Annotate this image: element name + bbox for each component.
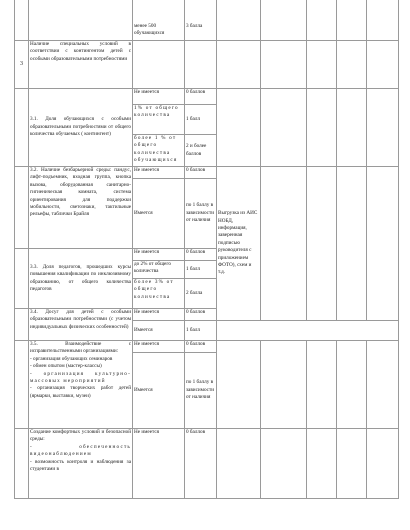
table-row [15,167,399,179]
criterion-text [29,429,133,499]
list-item: - организация культурно-массовых мероприятий [30,370,131,385]
criterion-value: Не имеется [133,429,185,499]
criterion-value: Не имеется [133,167,185,179]
list-item: - обеспеченность видеонаблюдением [30,443,131,458]
criterion-text: 3.2. Наличие безбарьерной среды: пандус, лифт-подъемник, входная группа, кнопка вызова, оборудованная санитарно-гигиеническая комната, система ориентирования для поддержки мобильности, светознаки, тактильные рельефы, таблички Брайля [29,167,133,249]
criterion-heading: 3.5. Взаимодействие с исправительственными организациями: [30,341,131,355]
score: 1 балл [185,321,217,341]
criterion-value: Имеется [133,353,185,429]
criterion-text: 3.4. Досуг для детей с особыми образовательными потребностями (с учетом индивидуальных физических особенностей) [29,309,133,341]
score: 0 баллов [185,309,217,321]
list-item: - организация обучающих семинаров [30,355,113,362]
score: 0 баллов [185,249,217,261]
criterion-value: Имеется [133,179,185,249]
score: 3 балла [185,0,217,41]
score: по 1 баллу в зависимости от наличия [185,353,217,429]
criterion-value: Не имеется [133,341,185,353]
list-item: - организация творческих работ детей (ярмарки, выставки, музеи) [30,385,131,399]
score: 0 баллов [185,429,217,499]
list-item: - возможность контроля и наблюдения за студентами в [30,458,131,473]
table-row [15,341,399,353]
table-row [15,41,399,89]
row-number: 3 [15,41,29,89]
table-row [15,0,399,41]
score: 0 баллов [185,89,217,105]
criteria-table [14,0,399,499]
criterion-value: до 2% от общего количества [133,261,185,279]
criterion-heading: Создание комфортных условий и безопасной среды: [30,429,131,443]
criterion-value: Имеется [133,321,185,341]
criterion-text: 3.1. Доля обучающихся с особыми образовательными потребностями от общего количества обучаемых ( контингент) [29,89,133,167]
evidence-note: Выгрузка из АИС НОБД, информация, заверенная подписью руководителя с приложением ФОТО), схем и т.д. [217,167,261,321]
score: 1 балл [185,261,217,279]
criterion-value: менее 500 обучающихся [133,0,185,41]
criterion-value: Не имеется [133,309,185,321]
table-row [15,429,399,499]
score: 1 балл [185,105,217,135]
score: 2 балла [185,279,217,309]
criterion-value: Не имеется [133,249,185,261]
criterion-value: Не имеется [133,89,185,105]
criterion-heading: Наличие специальных условий в соответствии с контингентом детей с особыми образовательными потребностями [29,41,133,89]
table-row [15,89,399,105]
list-item: - обмен опытом (мастер-классы) [30,363,102,370]
criterion-text [29,341,133,429]
score: по 1 баллу в зависимости от наличия [185,179,217,249]
score: 2 и более баллов [185,135,217,167]
criterion-text: 3.3. Доля педагогов, прошедших курсы повышения квалификации по инклюзивному образованию, от общего количества педагогов [29,249,133,309]
score: 0 баллов [185,167,217,179]
criterion-value: более 3% от общего количества [133,279,185,309]
criterion-value: более 1 % от общего количества обучающихся [133,135,185,167]
score: 0 баллов [185,341,217,353]
criterion-value: 1% от общего количества [133,105,185,135]
